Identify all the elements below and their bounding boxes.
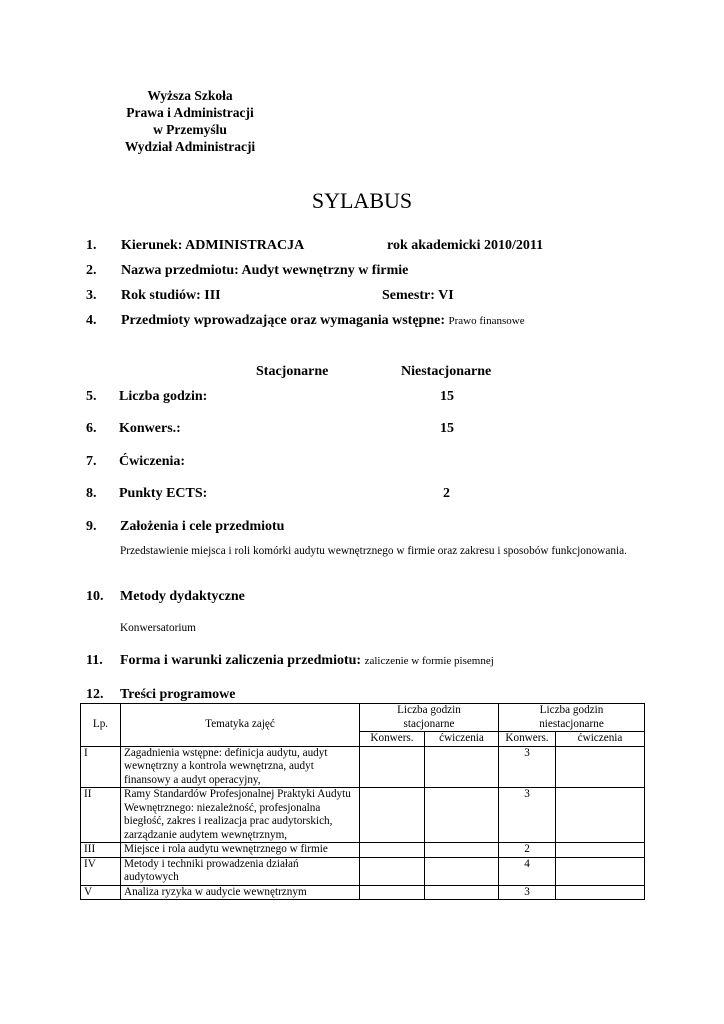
th-cw: ćwiczenia [425, 732, 499, 747]
th-lp: Lp. [81, 704, 121, 747]
institution-header [100, 87, 280, 155]
cell-empty [425, 746, 499, 788]
table-row [81, 788, 645, 843]
item-number: 6. [86, 421, 97, 436]
table-row [81, 885, 645, 900]
methods-text: Konwersatorium [120, 622, 196, 634]
assessment-value: zaliczenie w formie pisemnej [364, 655, 494, 667]
row-lp: I [81, 746, 121, 788]
row-topic: Analiza ryzyka w audycie wewnętrznym [121, 885, 360, 900]
konwers-niestac: 15 [440, 421, 454, 436]
cell-empty [425, 857, 499, 885]
ects-label: Punkty ECTS: [119, 486, 208, 501]
cell-empty [360, 857, 425, 885]
table-row [81, 843, 645, 858]
prerequisites-label: Przedmioty wprowadzające oraz wymagania wstępne: [121, 313, 446, 328]
table-row [81, 857, 645, 885]
th-niestac: Liczba godzin niestacjonarne [499, 704, 645, 732]
kierunek-label: Kierunek: ADMINISTRACJA [121, 238, 305, 253]
row-lp: V [81, 885, 121, 900]
row-topic: Zagadnienia wstępne: definicja audytu, audyt wewnętrzny a kontrola wewnętrzna, audyt finansowy a audyt operacyjny, [121, 746, 360, 788]
row-lp: IV [81, 857, 121, 885]
table-row [81, 746, 645, 788]
item-number: 5. [86, 389, 97, 404]
assessment-label: Forma i warunki zaliczenia przedmiotu: [120, 653, 362, 668]
th-konw2: Konwers. [499, 732, 556, 747]
item-number: 9. [86, 519, 97, 534]
header-line: w Przemyślu [153, 122, 227, 137]
cell-empty [556, 746, 645, 788]
row-topic: Metody i techniki prowadzenia działań audytowych [121, 857, 360, 885]
row-topic: Miejsce i rola audytu wewnętrznego w firmie [121, 843, 360, 858]
goals-text: Przedstawienie miejsca i roli komórki audytu wewnętrznego w firmie oraz zakresu i sposobów funkcjonowania. [120, 545, 627, 557]
header-line: Wydział Administracji [124, 139, 256, 154]
th-stac: Liczba godzin stacjonarne [360, 704, 499, 732]
row-topic: Ramy Standardów Profesjonalnej Praktyki Audytu Wewnętrznego: niezależność, profesjonalna biegłość, zakres i realizacja prac audytorskich, zarządzanie audytem wewnętrznym, [121, 788, 360, 843]
semester: Semestr: VI [382, 288, 454, 303]
item-number: 3. [86, 288, 97, 303]
goals-label: Założenia i cele przedmiotu [120, 519, 285, 534]
ects-niestac: 2 [443, 486, 450, 501]
cell-empty [360, 843, 425, 858]
item-number: 11. [86, 653, 103, 668]
assessment [120, 653, 494, 669]
methods-label: Metody dydaktyczne [120, 589, 245, 604]
row-konw: 2 [499, 843, 556, 858]
konwers-label: Konwers.: [119, 421, 181, 436]
cell-empty [425, 843, 499, 858]
cell-empty [556, 843, 645, 858]
item-number: 7. [86, 454, 97, 469]
cell-empty [425, 788, 499, 843]
item-number: 8. [86, 486, 97, 501]
item-number: 10. [86, 589, 104, 604]
header-line: Prawa i Administracji [126, 105, 254, 120]
item-number: 4. [86, 313, 97, 328]
row-lp: III [81, 843, 121, 858]
page-title: SYLABUS [311, 188, 413, 213]
hours-niestac: 15 [440, 389, 454, 404]
cell-empty [360, 746, 425, 788]
row-konw: 3 [499, 746, 556, 788]
th-konw: Konwers. [360, 732, 425, 747]
hours-label: Liczba godzin: [119, 389, 208, 404]
cell-empty [360, 885, 425, 900]
row-lp: II [81, 788, 121, 843]
row-konw: 4 [499, 857, 556, 885]
col-stacjonarne: Stacjonarne [256, 364, 329, 379]
cell-empty [556, 885, 645, 900]
col-niestacjonarne: Niestacjonarne [401, 364, 492, 379]
cell-empty [556, 857, 645, 885]
program-table [80, 703, 645, 900]
row-konw: 3 [499, 788, 556, 843]
course-name: Nazwa przedmiotu: Audyt wewnętrzny w firmie [121, 263, 409, 278]
cwiczenia-label: Ćwiczenia: [119, 454, 186, 469]
th-tematyka: Tematyka zajęć [121, 704, 360, 747]
cell-empty [425, 885, 499, 900]
prerequisites-value: Prawo finansowe [448, 315, 525, 327]
cell-empty [360, 788, 425, 843]
item-number: 1. [86, 238, 97, 253]
header-line: Wyższa Szkoła [147, 88, 233, 103]
program-label: Treści programowe [120, 687, 236, 702]
th-cw2: ćwiczenia [556, 732, 645, 747]
cell-empty [556, 788, 645, 843]
row-konw: 3 [499, 885, 556, 900]
item-number: 2. [86, 263, 97, 278]
prerequisites [121, 313, 525, 329]
study-year: Rok studiów: III [121, 288, 221, 303]
academic-year: rok akademicki 2010/2011 [387, 238, 544, 253]
item-number: 12. [86, 687, 104, 702]
